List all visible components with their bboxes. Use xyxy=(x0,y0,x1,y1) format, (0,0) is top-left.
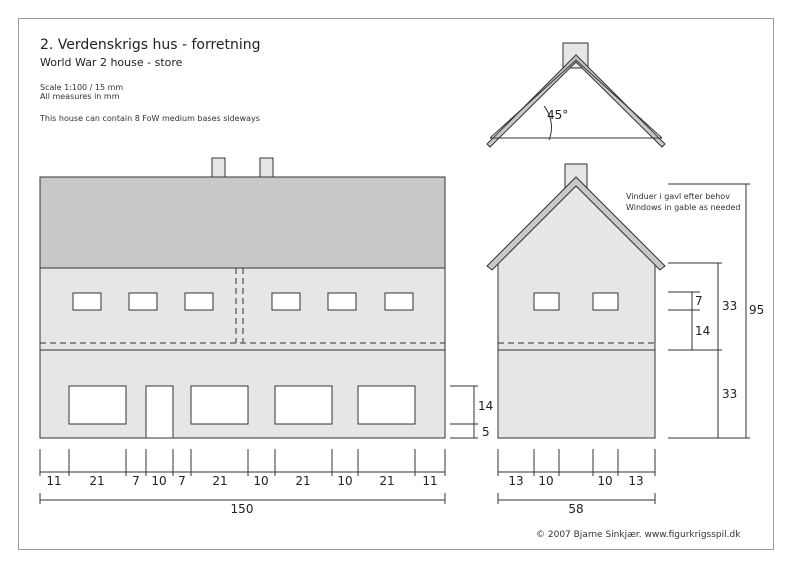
capacity-note: This house can contain 8 FoW medium bases sideways xyxy=(40,114,260,123)
side-dim-label: 10 xyxy=(597,474,613,488)
copyright-notice: © 2007 Bjarne Sinkjær. www.figurkrigsspil.dk xyxy=(536,530,741,540)
front-height-dims xyxy=(450,386,493,439)
front-shop-window xyxy=(191,386,248,424)
page-subtitle: World War 2 house - store xyxy=(40,56,183,69)
front-upper-window xyxy=(73,293,101,310)
front-dim-label: 21 xyxy=(379,474,395,488)
side-dim-label: 10 xyxy=(538,474,554,488)
front-dim-label: 21 xyxy=(295,474,311,488)
front-shop-window xyxy=(358,386,415,424)
measure-note: All measures in mm xyxy=(40,92,120,101)
front-dim-label: 21 xyxy=(89,474,105,488)
front-dim-label: 7 xyxy=(132,474,140,488)
front-dim-label: 11 xyxy=(422,474,438,488)
front-roof xyxy=(40,177,445,268)
side-window xyxy=(593,293,618,310)
roof-detail-inner-line xyxy=(490,60,662,138)
side-wall xyxy=(498,185,655,438)
side-window-height-label: 7 xyxy=(695,294,703,308)
front-width-dims xyxy=(40,449,445,516)
side-width-dims xyxy=(498,449,655,516)
gable-note-danish: Vinduer i gavl efter behov xyxy=(626,192,730,201)
front-upper-window xyxy=(385,293,413,310)
side-window-offset-label: 14 xyxy=(695,324,711,338)
front-total-width-label: 150 xyxy=(230,502,254,516)
roof-detail xyxy=(487,43,665,147)
gable-note-english: Windows in gable as needed xyxy=(626,203,741,212)
page-title: 2. Verdenskrigs hus - forretning xyxy=(40,37,261,53)
side-height-dims xyxy=(668,184,764,438)
side-upper-height-label: 33 xyxy=(722,299,738,313)
side-window xyxy=(534,293,559,310)
front-shop-window xyxy=(275,386,332,424)
side-lower-height-label: 33 xyxy=(722,387,738,401)
side-total-height-label: 95 xyxy=(749,303,765,317)
roof-angle-label: 45° xyxy=(547,108,569,122)
front-shop-window xyxy=(69,386,126,424)
front-sill-height-label: 5 xyxy=(482,425,490,439)
front-upper-window xyxy=(272,293,300,310)
side-dim-label: 13 xyxy=(508,474,524,488)
front-dim-label: 21 xyxy=(212,474,228,488)
scale-note: Scale 1:100 / 15 mm xyxy=(40,83,124,92)
side-elevation xyxy=(487,164,665,438)
front-dim-label: 7 xyxy=(178,474,186,488)
roof-detail-eaves xyxy=(487,55,665,147)
front-upper-window xyxy=(185,293,213,310)
side-total-width-label: 58 xyxy=(568,502,584,516)
front-dim-label: 11 xyxy=(46,474,62,488)
front-dim-label: 10 xyxy=(337,474,353,488)
front-upper-window xyxy=(129,293,157,310)
front-dim-label: 10 xyxy=(151,474,167,488)
front-window-height-label: 14 xyxy=(478,399,494,413)
front-door xyxy=(146,386,173,438)
side-dim-label: 13 xyxy=(628,474,644,488)
front-elevation xyxy=(40,158,445,438)
front-dim-label: 10 xyxy=(253,474,269,488)
front-upper-window xyxy=(328,293,356,310)
